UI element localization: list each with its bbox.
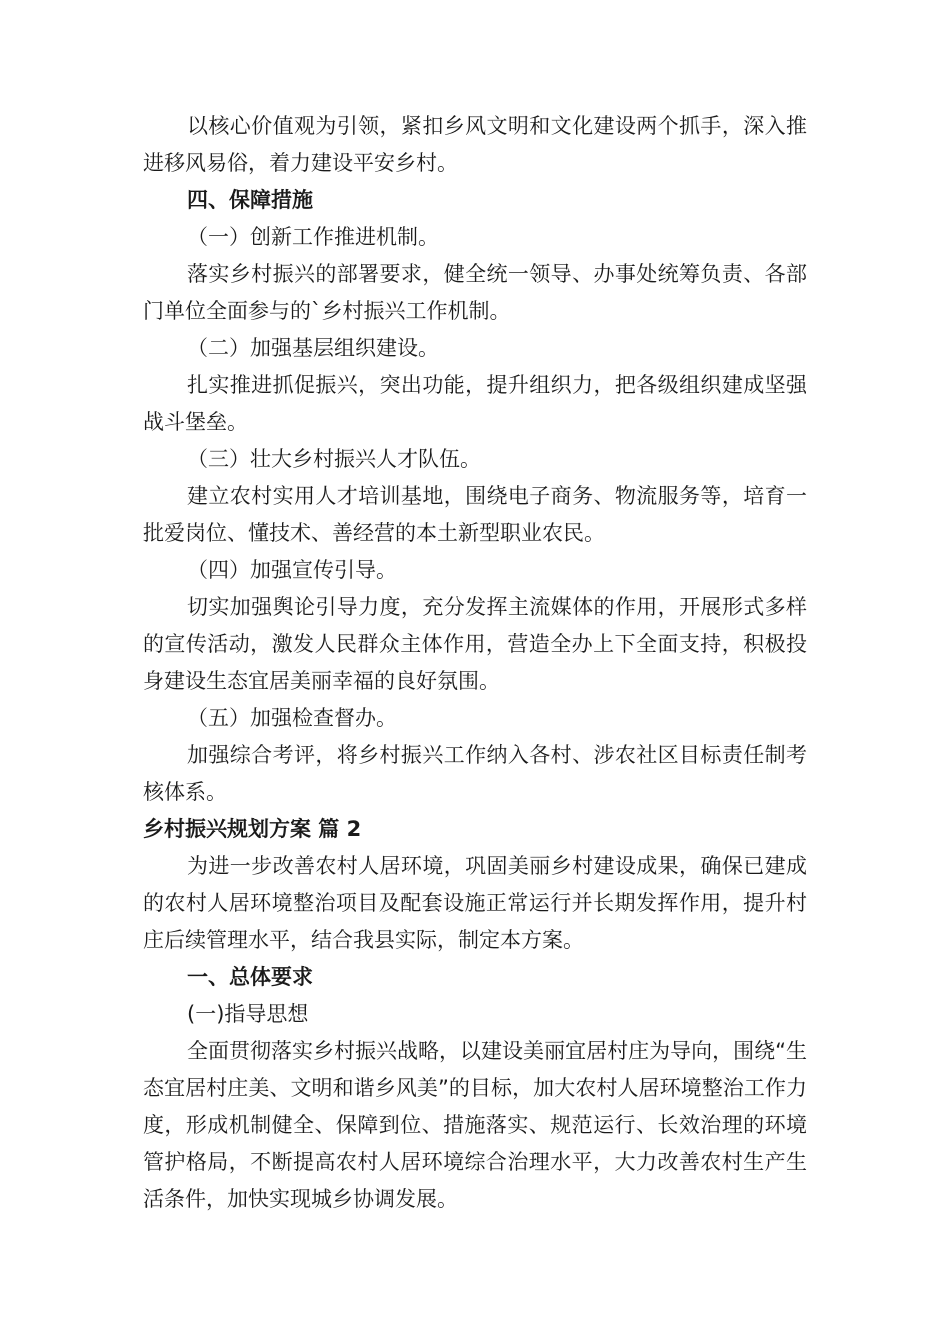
subsection-heading: (一)指导思想 [187, 1002, 309, 1026]
section-heading: 四、保障措施 [187, 188, 313, 212]
subsection-heading: （四）加强宣传引导。 [187, 558, 397, 582]
subsection-heading: （五）加强检查督办。 [187, 706, 397, 730]
article-title: 乡村振兴规划方案 篇 2 [143, 817, 362, 841]
paragraph: 以核心价值观为引领，紧扣乡风文明和文化建设两个抓手，深入推进移风易俗，着力建设平安乡村。 [143, 114, 807, 175]
subsection-heading: （一）创新工作推进机制。 [187, 225, 439, 249]
paragraph: 切实加强舆论引导力度，充分发挥主流媒体的作用，开展形式多样的宣传活动，激发人民群众主体作用，营造全办上下全面支持，积极投身建设生态宜居美丽幸福的良好氛围。 [143, 595, 807, 693]
subsection-heading: （二）加强基层组织建设。 [187, 336, 439, 360]
document-body [143, 108, 807, 1218]
paragraph: 为进一步改善农村人居环境，巩固美丽乡村建设成果，确保已建成的农村人居环境整治项目及配套设施正常运行并长期发挥作用，提升村庄后续管理水平，结合我县实际，制定本方案。 [143, 854, 807, 952]
paragraph: 落实乡村振兴的部署要求，健全统一领导、办事处统筹负责、各部门单位全面参与的`乡村振兴工作机制。 [143, 262, 807, 323]
subsection-heading: （三）壮大乡村振兴人才队伍。 [187, 447, 481, 471]
section-heading: 一、总体要求 [187, 965, 313, 989]
paragraph: 建立农村实用人才培训基地，围绕电子商务、物流服务等，培育一批爱岗位、懂技术、善经营的本土新型职业农民。 [143, 484, 807, 545]
paragraph: 全面贯彻落实乡村振兴战略，以建设美丽宜居村庄为导向，围绕“生态宜居村庄美、文明和谐乡风美”的目标，加大农村人居环境整治工作力度，形成机制健全、保障到位、措施落实、规范运行、长效治理的环境管护格局，不断提高农村人居环境综合治理水平，大力改善农村生产生活条件，加快实现城乡协调发展。 [143, 1039, 807, 1211]
paragraph: 扎实推进抓促振兴，突出功能，提升组织力，把各级组织建成坚强战斗堡垒。 [143, 373, 807, 434]
paragraph: 加强综合考评，将乡村振兴工作纳入各村、涉农社区目标责任制考核体系。 [143, 743, 807, 804]
